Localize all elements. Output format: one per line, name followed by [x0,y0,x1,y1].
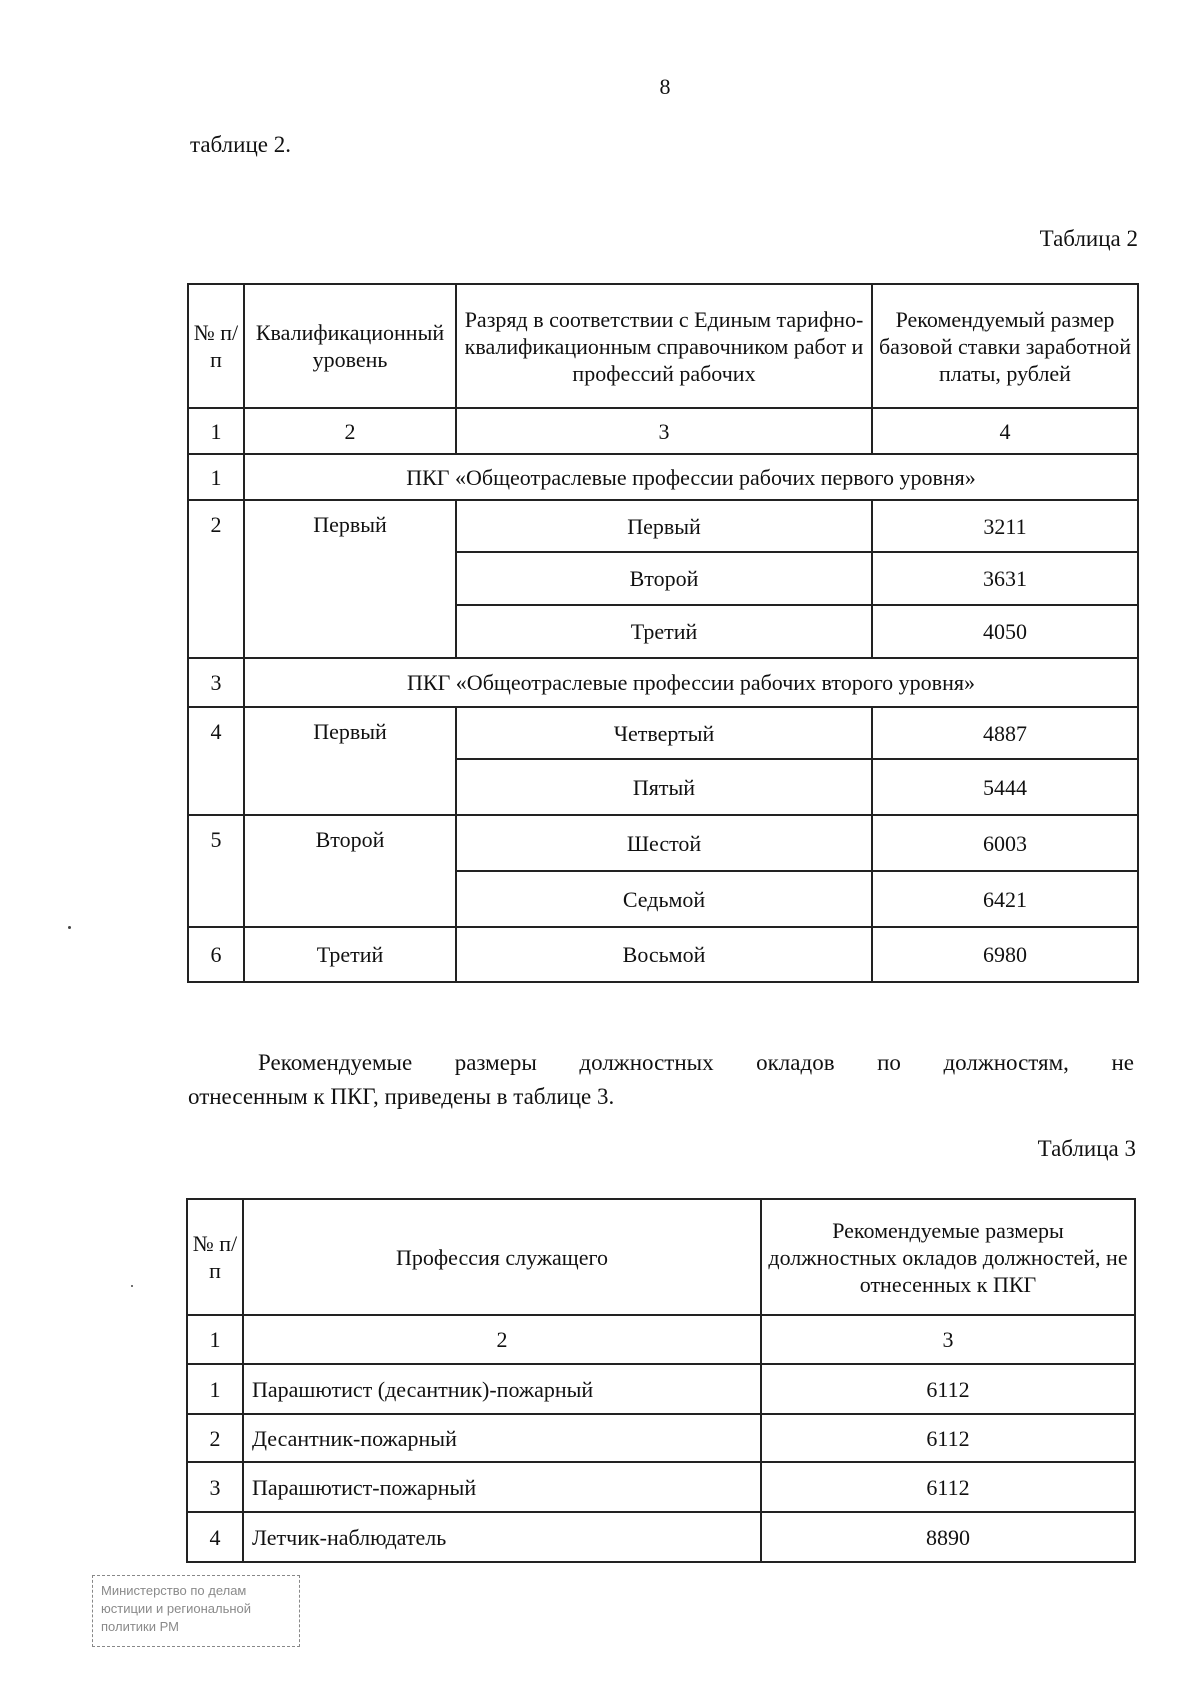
rate-value: 5444 [872,759,1138,815]
salary-value: 6112 [761,1462,1135,1512]
stamp-line: Министерство по делам [101,1583,247,1598]
section-title: ПКГ «Общеотраслевые профессии рабочих первого уровня» [244,454,1138,500]
table-row [187,1364,1135,1414]
row-number: 5 [188,815,244,927]
table2 [187,283,1139,983]
salary-value: 6112 [761,1364,1135,1414]
row-number: 4 [187,1512,243,1562]
paragraph-line: Рекомендуемые размеры должностных окладов по должностям, не [258,1050,1134,1075]
grade: Седьмой [456,871,872,927]
registration-stamp [92,1575,300,1647]
grade: Второй [456,552,872,605]
table3-header-row [187,1199,1135,1315]
rate-value: 6003 [872,815,1138,871]
grade: Восьмой [456,927,872,982]
table-row [187,1512,1135,1562]
profession: Парашютист (десантник)-пожарный [243,1364,761,1414]
table3-header-profession: Профессия служащего [243,1199,761,1315]
table2-header-row [188,284,1138,408]
row-number: 1 [188,454,244,500]
table2-caption: Таблица 2 [1039,226,1138,251]
table3-colnum: 1 [187,1315,243,1364]
rate-value: 3631 [872,552,1138,605]
table3-header-num: № п/п [187,1199,243,1315]
stamp-line: политики РМ [101,1619,179,1634]
row-number: 2 [187,1414,243,1462]
qualification-level: Первый [244,707,456,815]
qualification-level: Первый [244,500,456,658]
paragraph-line: отнесенным к ПКГ, приведены в таблице 3. [188,1084,615,1109]
intro-text: таблице 2. [190,132,291,157]
section-title: ПКГ «Общеотраслевые профессии рабочих второго уровня» [244,658,1138,707]
salary-value: 6112 [761,1414,1135,1462]
table2-header-rate: Рекомендуемый размер базовой ставки заработной платы, рублей [872,284,1138,408]
scan-speck [68,926,71,929]
rate-value: 3211 [872,500,1138,552]
table-row [187,1414,1135,1462]
table2-colnum: 1 [188,408,244,454]
table-row [188,500,1138,552]
table3-header-salary: Рекомендуемые размеры должностных окладов должностей, не отнесенных к ПКГ [761,1199,1135,1315]
grade: Третий [456,605,872,658]
table3-colnum: 2 [243,1315,761,1364]
table2-header-grade: Разряд в соответствии с Единым тарифно-квалификационным справочником работ и профессий рабочих [456,284,872,408]
table2-colnum: 3 [456,408,872,454]
profession: Летчик-наблюдатель [243,1512,761,1562]
grade: Первый [456,500,872,552]
rate-value: 4050 [872,605,1138,658]
page-number: 8 [659,74,671,99]
row-number: 1 [187,1364,243,1414]
profession: Десантник-пожарный [243,1414,761,1462]
table2-column-numbers-row [188,408,1138,454]
table3-caption: Таблица 3 [1037,1136,1136,1161]
row-number: 3 [188,658,244,707]
grade: Пятый [456,759,872,815]
rate-value: 4887 [872,707,1138,759]
scan-speck [131,1285,133,1287]
table2-colnum: 4 [872,408,1138,454]
table3-column-numbers-row [187,1315,1135,1364]
paragraph [188,1046,1134,1114]
table2-header-num: № п/п [188,284,244,408]
grade: Четвертый [456,707,872,759]
qualification-level: Третий [244,927,456,982]
table-row [188,815,1138,871]
table-row [188,707,1138,759]
table3 [186,1198,1136,1563]
table2-colnum: 2 [244,408,456,454]
table2-header-level: Квалификационный уровень [244,284,456,408]
rate-value: 6421 [872,871,1138,927]
row-number: 2 [188,500,244,658]
stamp-line: юстиции и региональной [101,1601,252,1616]
table3-colnum: 3 [761,1315,1135,1364]
table2-section-row [188,454,1138,500]
row-number: 3 [187,1462,243,1512]
row-number: 4 [188,707,244,815]
grade: Шестой [456,815,872,871]
rate-value: 6980 [872,927,1138,982]
profession: Парашютист-пожарный [243,1462,761,1512]
table2-section-row [188,658,1138,707]
table-row [188,927,1138,982]
table-row [187,1462,1135,1512]
salary-value: 8890 [761,1512,1135,1562]
row-number: 6 [188,927,244,982]
qualification-level: Второй [244,815,456,927]
